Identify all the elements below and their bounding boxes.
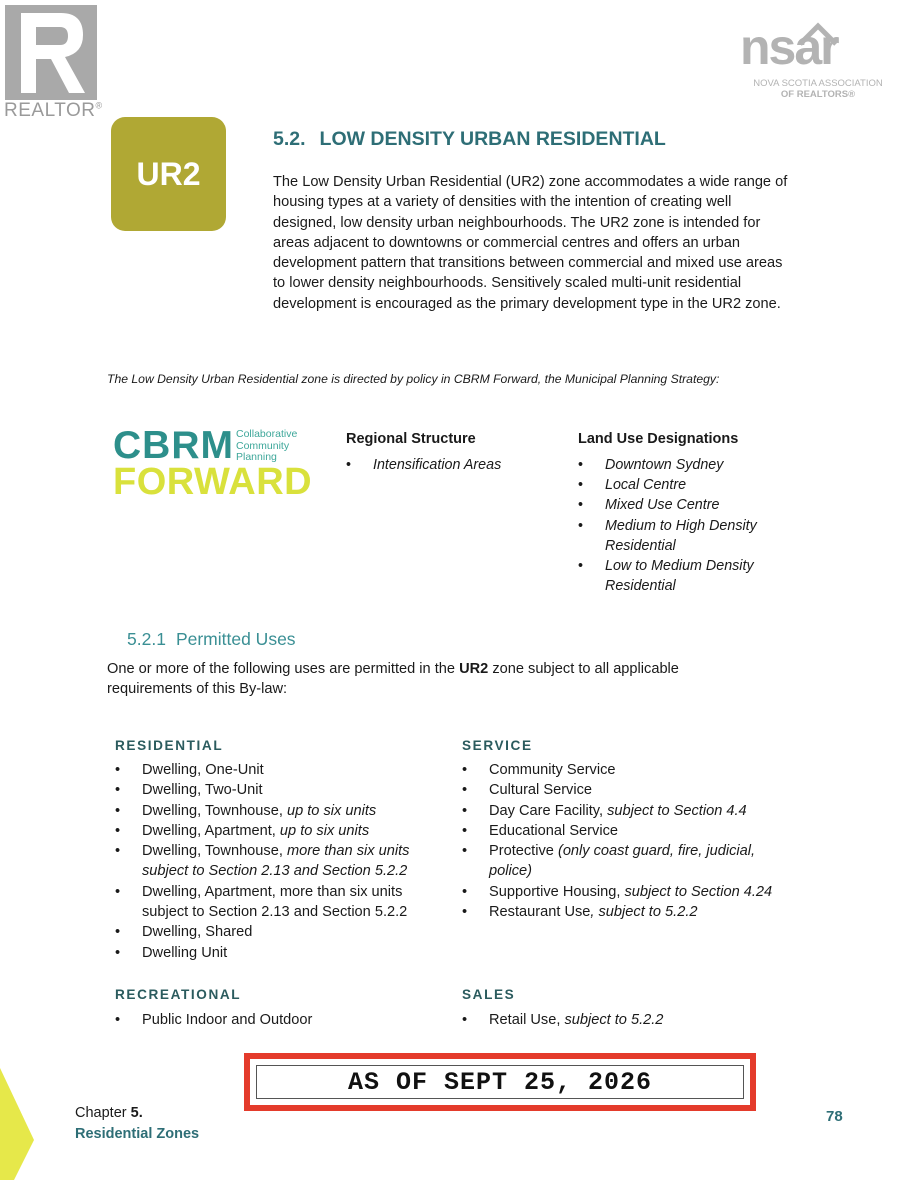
cbrm-logo-caption: Collaborative Community Planning [236, 428, 298, 463]
list-item: • Dwelling, Apartment, more than six units subject to Section 2.13 and Section 5.2.2 [115, 882, 435, 923]
list-item: • Dwelling, Apartment, up to six units [115, 821, 435, 841]
house-roof-icon [798, 22, 838, 46]
permitted-uses-intro: One or more of the following uses are permitted in the UR2 zone subject to all applicable requirements of this By-law: [107, 661, 679, 698]
section-number: 5.2. [273, 128, 306, 150]
list-item: • Educational Service [462, 821, 792, 841]
regional-structure [346, 431, 501, 475]
subsection-heading [127, 629, 296, 650]
sales-heading: SALES [462, 987, 516, 1002]
nsar-logo: nsar [740, 19, 838, 75]
recreational-heading: RECREATIONAL [115, 987, 242, 1002]
list-item: • Public Indoor and Outdoor [115, 1010, 435, 1030]
cbrm-logo: CBRM [113, 424, 234, 467]
residential-list [115, 760, 435, 963]
sales-uses [462, 987, 782, 1030]
list-item: • Dwelling Unit [115, 943, 435, 963]
zone-badge: UR2 [111, 117, 226, 231]
recreational-uses [115, 987, 435, 1030]
list-item: • Dwelling, Two-Unit [115, 780, 435, 800]
list-item: • Cultural Service [462, 780, 792, 800]
list-item: • Dwelling, Townhouse, up to six units [115, 801, 435, 821]
realtor-logo-mark [5, 5, 97, 100]
list-item: • Dwelling, Shared [115, 922, 435, 942]
land-use-list [578, 455, 778, 596]
date-stamp-text: AS OF SEPT 25, 2026 [256, 1065, 744, 1099]
regional-structure-heading: Regional Structure [346, 431, 476, 447]
list-item: • Retail Use, subject to 5.2.2 [462, 1010, 782, 1030]
list-item: • Low to Medium Density Residential [578, 556, 778, 596]
recreational-list [115, 1010, 435, 1030]
subsection-number: 5.2.1 [127, 629, 166, 649]
section-title-text: LOW DENSITY URBAN RESIDENTIAL [319, 128, 666, 150]
date-stamp [244, 1053, 756, 1111]
service-heading: SERVICE [462, 738, 533, 753]
section-intro: The Low Density Urban Residential (UR2) zone accommodates a wide range of housing types at a variety of densities with the intention of creating well designed, low density urban neighbourhoods. The UR2 zone is intended for areas adjacent to downtowns or commercial centres and offers an urban development pattern that transitions between commercial and mixed use areas to lower density neighbourhoods. Sensitively scaled multi-unit residential development is encouraged as the primary development type in the UR2 zone. [273, 174, 788, 312]
residential-heading: RESIDENTIAL [115, 738, 224, 753]
footer-chapter: Chapter 5. Residential Zones [75, 1103, 199, 1144]
list-item: • Intensification Areas [346, 455, 501, 475]
forward-logo: FORWARD [113, 461, 313, 503]
nsar-logo-caption: NOVA SCOTIA ASSOCIATION OF REALTORS® [753, 78, 883, 100]
section-title [273, 128, 666, 151]
list-item: • Dwelling, Townhouse, more than six units subject to Section 2.13 and Section 5.2.2 [115, 841, 435, 882]
list-item: • Downtown Sydney [578, 455, 778, 475]
footer-zone-name: Residential Zones [75, 1125, 200, 1142]
list-item: • Dwelling, One-Unit [115, 760, 435, 780]
list-item: • Medium to High Density Residential [578, 516, 778, 556]
realtor-r-icon [5, 5, 97, 100]
realtor-logo-text: REALTOR® [4, 100, 103, 121]
list-item: • Mixed Use Centre [578, 495, 778, 515]
service-uses [462, 738, 792, 922]
page-number: 78 [826, 1108, 843, 1125]
regional-structure-list [346, 455, 501, 475]
residential-uses [115, 738, 435, 963]
list-item: • Local Centre [578, 475, 778, 495]
list-item: • Protective (only coast guard, fire, judicial, police) [462, 841, 792, 882]
subsection-title: Permitted Uses [175, 629, 296, 649]
land-use-heading: Land Use Designations [578, 431, 739, 447]
sales-list [462, 1010, 782, 1030]
list-item: • Day Care Facility, subject to Section 4.4 [462, 801, 792, 821]
list-item: • Restaurant Use, subject to 5.2.2 [462, 902, 792, 922]
policy-note: The Low Density Urban Residential zone is directed by policy in CBRM Forward, the Municipal Planning Strategy: [107, 372, 720, 386]
land-use-designations [578, 431, 778, 596]
service-list [462, 760, 792, 922]
decorative-wedge [0, 1060, 40, 1180]
list-item: • Community Service [462, 760, 792, 780]
list-item: • Supportive Housing, subject to Section 4.24 [462, 882, 792, 902]
